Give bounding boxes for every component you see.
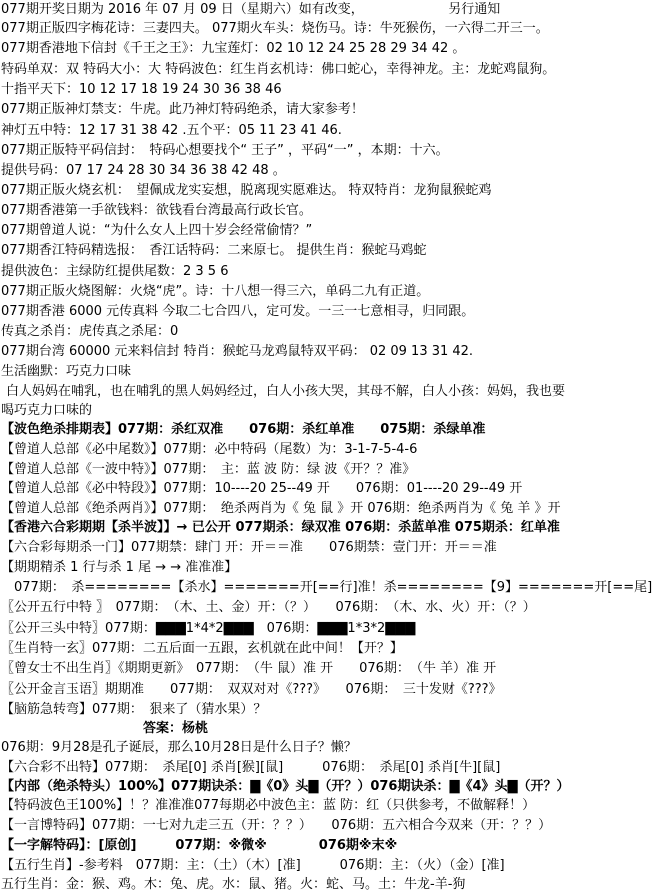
five-zodiac-key-line: 五行生肖：金：猴、鸡。木：兔、虎。水：鼠、猪。火：蛇、马。土：牛龙-羊-狗: [1, 877, 466, 892]
zeng-tail-line: 【曾道人总部《必中尾数》】077期：必中特码（尾数）为：3-1-7-5-4-6: [1, 442, 418, 457]
provided-numbers-line: 提供号码：07 17 24 28 30 34 36 38 42 48 。: [1, 163, 286, 178]
riddle-line: 【脑筋急转弯】077期： 狠来了（猜水果）？: [1, 702, 267, 717]
zodiac-mystery-line: 〖生肖特一玄〗077期：二五后面一五跟，玄机就在此中间！【开？】: [1, 641, 403, 656]
riddle-076-line: 076期：9月28是孔子诞辰，那么10月28日是什么日子？懒？: [1, 740, 357, 755]
xiangjiang-line: 077期香江特码精选报： 香江话特码：二来原七。 提供生肖：猴蛇马鸡蛇: [1, 243, 427, 258]
zeng-segment-line: 【曾道人总部《必中特段》】077期：10----20 25--49 开 076期：01----20 29--49 开: [1, 481, 523, 496]
humor-text-line: 白人妈妈在哺乳，也在哺乳的黑人妈妈经过，白人小孩大哭，其母不解，白人小孩：妈妈，我也要: [6, 384, 566, 399]
kill-row-tail-title: 【期期精杀 1 行与杀 1 尾 → → 准准准】: [1, 560, 238, 575]
ms-zeng-line: 〖曾女士不出生肖〗《期期更新》 077期： （牛 鼠）准 开 076期： （牛 羊）准 开: [1, 661, 497, 676]
fire-diagram-line: 077期正版火烧图解：火烧“虎”。诗：十八想一得三六，单码二九有正道。: [1, 284, 430, 299]
three-heads-line: 〖公开三头中特〗077期：▇▇▇1*4*2▇▇▇ 076期：▇▇▇1*3*2▇▇▇: [1, 621, 416, 636]
fax-kill-line: 传真之杀肖：虎传真之杀尾：0: [1, 324, 179, 339]
zeng-says-line: 077期曾道人说：“为什么女人上四十岁会经常偷情？”: [1, 223, 313, 238]
hk-money-line: 077期香港第一手欲钱料：欲钱看台湾最高行政长官。: [1, 203, 312, 218]
no-special-line: 【六合彩不出特】077期： 杀尾[0] 杀肖[猴][鼠] 076期： 杀尾[0] 杀肖[牛][鼠]: [1, 760, 501, 775]
lamp-five-line: 神灯五中特：12 17 31 38 42 .五个平：05 11 23 41 46.: [1, 123, 342, 138]
golden-words-line: 〖公开金言玉语〗期期准 077期： 双双对对《???》 076期： 三十发财《???》: [1, 682, 502, 697]
one-word-bet-line: 【一言博特码】077期：一七对九走三五（开：？？） 076期：五六相合今双来（开：？？）: [1, 818, 552, 833]
plum-poem-line: 077期正版四字梅花诗：三妻四夫。 077期火车头：烧伤马。诗：牛死猴伤，一六得二开三一。: [1, 21, 549, 36]
zeng-two-kill-line: 【曾道人总部《绝杀两肖》】077期： 绝杀两肖为《 兔 鼠 》开 076期：绝杀两肖为《 兔 羊 》开: [1, 501, 561, 516]
inner-kill-head-line: 【内部（绝杀特头）100%】077期诀杀：▇《0》头▇（开？）076期诀杀：▇《4》头▇（开？）: [1, 779, 570, 794]
fire-mystery-line: 077期正版火烧玄机： 望佩成龙实妄想，脱离现实愿难达。 特双特肖：龙狗鼠猴蛇鸡: [1, 183, 492, 198]
hk-envelope-line: 077期香港地下信封《千王之王》：九宝莲灯：02 10 12 24 25 28 29 34 42 。: [1, 41, 466, 56]
wave-kill-schedule: 【波色绝杀排期表】077期：杀红双准 076期：杀红单准 075期：杀绿单准: [1, 422, 486, 437]
zeng-wave-line: 【曾道人总部《一波中特》】077期： 主：蓝 波 防：绿 波《开？？准》: [1, 462, 416, 477]
humor-text-line-2: 喝巧克力口味的: [1, 403, 93, 418]
riddle-answer: 答案：杨桃: [143, 721, 209, 736]
fax-6000-line: 077期香港 6000 元传真料 今取二七合四八，定可发。一三一七意相寻，归同跟。: [1, 304, 475, 319]
ten-fingers-line: 十指平天下：10 12 17 18 19 24 30 36 38 46: [1, 82, 282, 97]
wave-color-line: 提供波色：主绿防红提供尾数：2 3 5 6: [1, 264, 229, 279]
kill-row-tail-line: 077期： 杀========【杀水】=======开[==行]准！杀========【9】=======开[==尾]: [1, 580, 653, 595]
draw-date-line: 077期开奖日期为 2016 年 07 月 09 日（星期六）如有改变， 另行通知: [1, 2, 501, 17]
kill-door-line: 【六合彩每期杀一门】077期禁：肆门 开：开＝＝准 076期禁：壹门开：开＝＝准: [1, 540, 497, 555]
five-elements-line: 〖公开五行中特 〗 077期： （木、土、金）开：（？） 076期： （木、水、火）开：（？）: [1, 600, 536, 615]
five-zodiac-line: 【五行生肖】-参考料 077期：主：（土）（木）[准] 076期：主：（火）（金）[准]: [1, 858, 505, 873]
taiwan-60000-line: 077期台湾 60000 元来料信封 特肖：猴蛇马龙鸡鼠特双平码： 02 09 13 31 42.: [1, 344, 474, 359]
wave-king-line: 【特码波色王100%】！？准准准077每期必中波色主：蓝 防：红（只供参考，不做解释！）: [1, 798, 536, 813]
one-char-line: 【一字解特码】：[原创] 077期：※微※ 076期※末※: [1, 838, 398, 853]
special-attributes-line: 特码单双：双 特码大小：大 特码波色：红生肖玄机诗：佛口蛇心，幸得神龙。主：龙蛇鸡鼠狗。: [1, 62, 556, 77]
lamp-ban-line: 077期正版神灯禁支：牛虎。此乃神灯特码绝杀，请大家参考！: [1, 102, 364, 117]
humor-title-line: 生活幽默：巧克力口味: [1, 364, 132, 379]
half-wave-kill-line: 【香港六合彩期期【杀半波】】→ 已公开 077期杀：绿双准 076期：杀蓝单准 075期杀：红单准: [1, 520, 560, 535]
special-envelope-line: 077期正版特平码信封： 特码心想要找个“ 王子” ，平码“一” ，本期：十六。: [1, 143, 449, 158]
